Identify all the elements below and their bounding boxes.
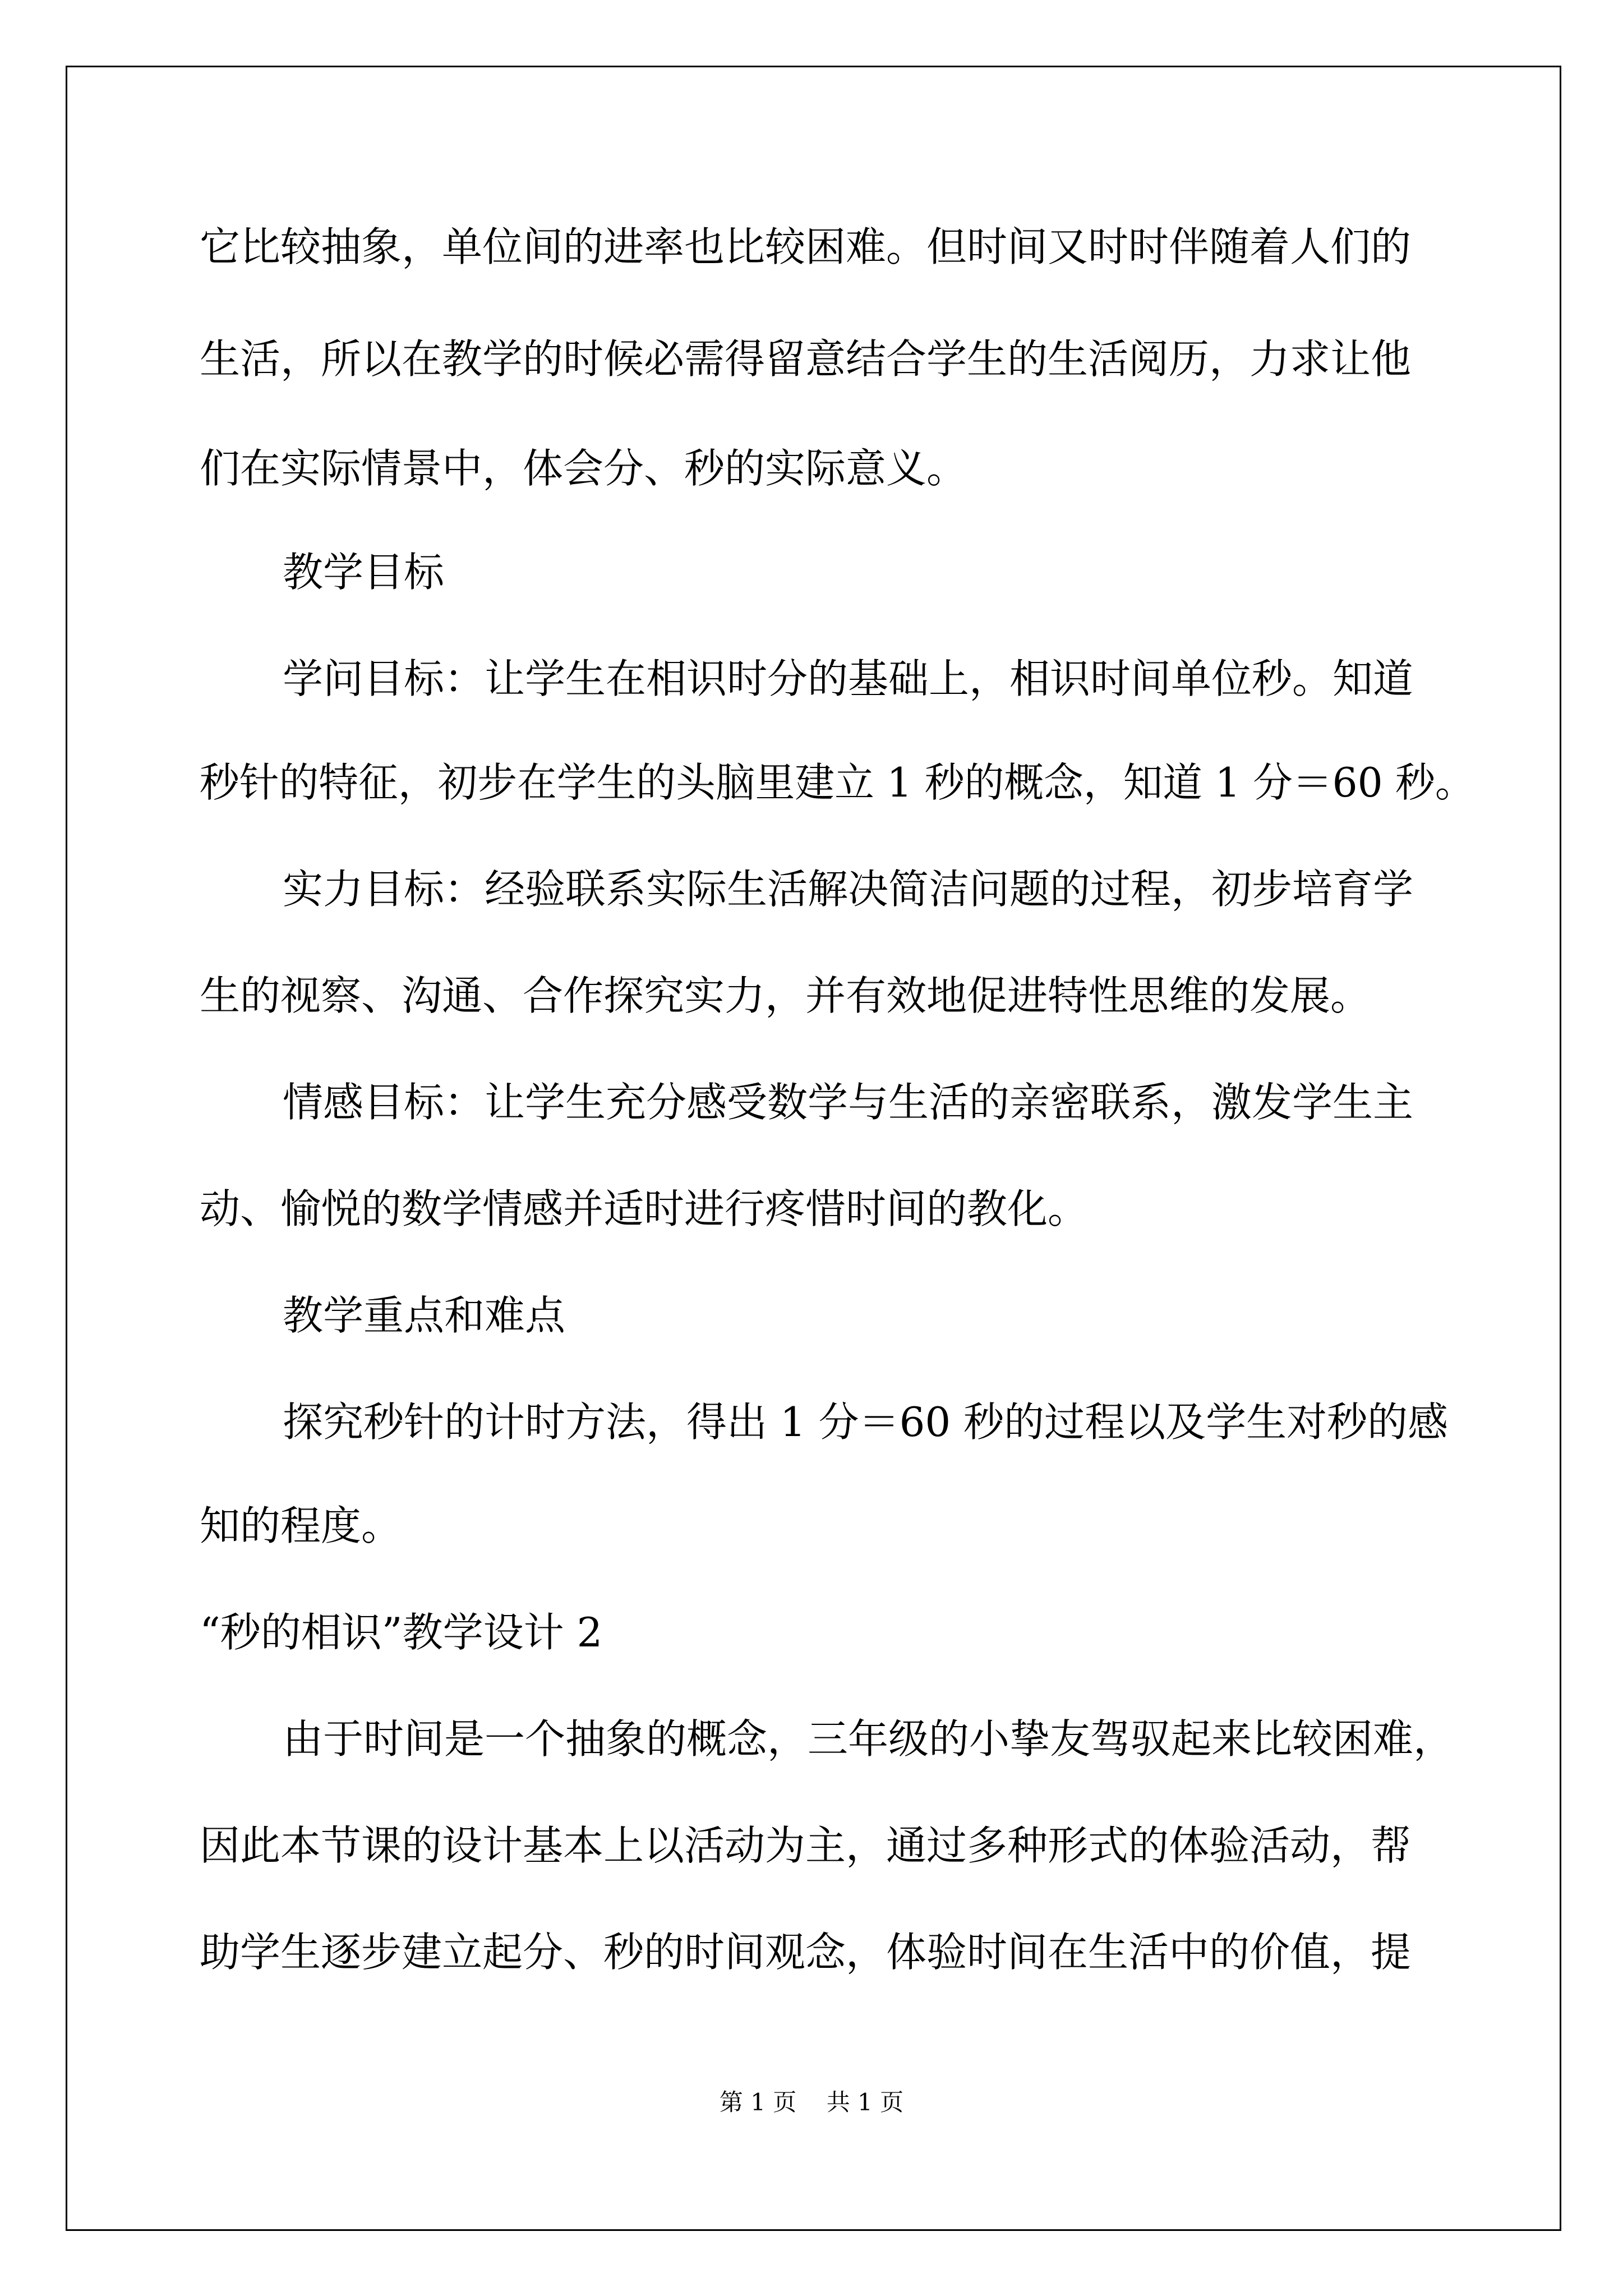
section-heading: 教学目标	[283, 549, 445, 596]
paragraph-line: 助学生逐步建立起分、秒的时间观念，体验时间在生活中的价值，提	[200, 1929, 1412, 1976]
paragraph-line: 生的视察、沟通、合作探究实力，并有效地促进特性思维的发展。	[200, 972, 1371, 1019]
paragraph-line: 学问目标：让学生在相识时分的基础上，相识时间单位秒。知道	[283, 655, 1414, 702]
paragraph-line: 生活，所以在教学的时候必需得留意结合学生的生活阅历，力求让他	[200, 335, 1412, 383]
paragraph-line: 它比较抽象，单位间的进率也比较困难。但时间又时时伴随着人们的	[200, 223, 1412, 270]
paragraph-line: 实力目标：经验联系实际生活解决简洁问题的过程，初步培育学	[283, 866, 1414, 913]
paragraph-line: 们在实际情景中，体会分、秒的实际意义。	[200, 445, 967, 492]
paragraph-line: 秒针的特征，初步在学生的头脑里建立 1 秒的概念，知道 1 分＝60 秒。	[200, 759, 1475, 806]
page-border	[66, 66, 1561, 2231]
paragraph-line: 情感目标：让学生充分感受数学与生活的亲密联系，激发学生主	[283, 1079, 1414, 1126]
paragraph-line: 由于时间是一个抽象的概念，三年级的小挚友驾驭起来比较困难，	[283, 1715, 1454, 1763]
page-footer: 第 1 页 共 1 页	[719, 2088, 904, 2116]
section-heading: 教学重点和难点	[283, 1292, 566, 1339]
paragraph-line: 探究秒针的计时方法，得出 1 分＝60 秒的过程以及学生对秒的感	[283, 1398, 1449, 1446]
paragraph-line: 知的程度。	[200, 1502, 402, 1549]
paragraph-line: 因此本节课的设计基本上以活动为主，通过多种形式的体验活动，帮	[200, 1822, 1412, 1869]
paragraph-line: 动、愉悦的数学情感并适时进行疼惜时间的教化。	[200, 1185, 1089, 1232]
section-title: “秒的相识”教学设计 2	[200, 1609, 603, 1656]
